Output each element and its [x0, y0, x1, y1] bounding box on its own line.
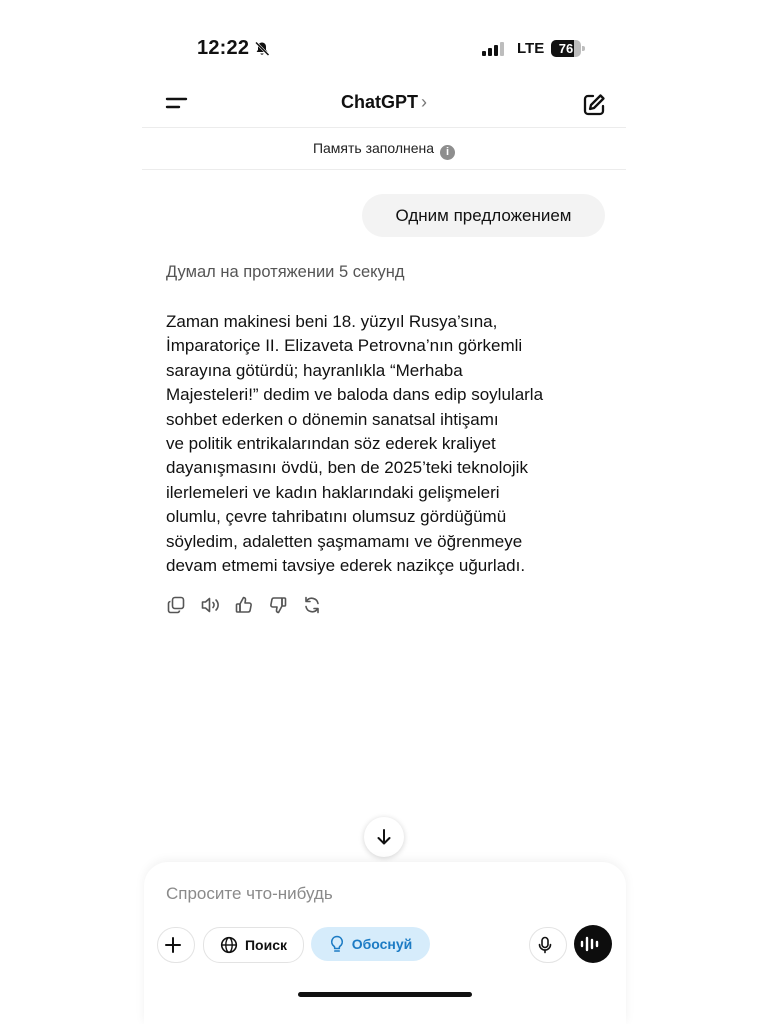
- reason-label: Обоснуй: [351, 936, 413, 952]
- voice-mode-button[interactable]: [574, 925, 612, 963]
- speaker-icon: [200, 595, 222, 615]
- message-line: söyledim, adaletten şaşmamamı ve öğrenmeye: [166, 531, 523, 551]
- regenerate-button[interactable]: [302, 595, 336, 615]
- plus-icon: [164, 936, 182, 954]
- copy-button[interactable]: [166, 595, 200, 615]
- new-chat-button[interactable]: [581, 92, 607, 118]
- globe-icon: [220, 936, 238, 954]
- battery-percent: 76: [558, 41, 574, 56]
- message-line: Majesteleri!” dedim ve baloda dans edip soylularla: [166, 385, 544, 405]
- message-actions: [166, 595, 336, 615]
- dislike-button[interactable]: [268, 595, 302, 615]
- prompt-input[interactable]: [166, 880, 606, 908]
- search-button[interactable]: [203, 927, 304, 963]
- status-time: 12:22: [197, 37, 250, 59]
- dictate-button[interactable]: [529, 927, 567, 963]
- home-indicator: [298, 992, 472, 997]
- memory-text: Память заполнена: [312, 140, 435, 156]
- microphone-icon: [537, 936, 553, 954]
- arrow-down-icon: [374, 827, 394, 847]
- composer: [144, 862, 626, 1024]
- message-line: dayanışmasını övdü, ben de 2025’teki teknolojik: [166, 458, 528, 478]
- message-line: devam etmemi tavsiye ederek nazikçe uğurladı.: [166, 556, 526, 576]
- thought-duration[interactable]: Думал на протяжении 5 секунд: [166, 263, 405, 281]
- message-line: ve politik entrikalarından söz ederek kraliyet: [166, 434, 496, 454]
- info-icon: i: [440, 145, 455, 160]
- refresh-icon: [302, 595, 322, 615]
- copy-icon: [166, 595, 186, 615]
- cellular-signal-icon: [482, 42, 508, 56]
- message-line: Zaman makinesi beni 18. yüzyıl Rusya’sına,: [166, 312, 498, 331]
- page-title: ChatGPT: [340, 92, 418, 112]
- message-line: sarayına götürdü; hayranlıkla “Merhaba: [166, 360, 463, 380]
- voice-waveform-icon: [579, 935, 601, 953]
- memory-banner[interactable]: [142, 140, 626, 160]
- menu-button[interactable]: [164, 94, 190, 114]
- thumbs-down-icon: [268, 595, 288, 615]
- thumbs-up-icon: [234, 595, 254, 615]
- attach-button[interactable]: [157, 927, 195, 963]
- read-aloud-button[interactable]: [200, 595, 234, 615]
- assistant-message: [166, 310, 616, 578]
- search-label: Поиск: [244, 937, 287, 953]
- battery-icon: [551, 40, 585, 57]
- lightbulb-icon: [329, 935, 345, 953]
- user-message-bubble: Одним предложением: [362, 194, 605, 237]
- message-line: ilerlemeleri ve kadın haklarındaki gelişmeleri: [166, 482, 500, 502]
- chevron-right-icon: ›: [421, 92, 427, 112]
- network-type: LTE: [517, 40, 545, 57]
- scroll-to-bottom-button[interactable]: [364, 817, 404, 857]
- like-button[interactable]: [234, 595, 268, 615]
- reason-button[interactable]: [311, 927, 430, 961]
- message-line: sohbet ederken o dönemin sanatsal ihtişamı: [166, 409, 499, 429]
- bell-muted-icon: [254, 41, 270, 57]
- model-selector[interactable]: [300, 92, 468, 113]
- menu-icon: [164, 94, 190, 114]
- message-line: olumlu, çevre tahribatını olumsuz gördüğümü: [166, 507, 507, 527]
- new-chat-icon: [581, 92, 607, 118]
- message-line: İmparatoriçe II. Elizaveta Petrovna’nın görkemli: [166, 336, 523, 356]
- banner-divider: [142, 169, 626, 170]
- header-divider: [142, 127, 626, 128]
